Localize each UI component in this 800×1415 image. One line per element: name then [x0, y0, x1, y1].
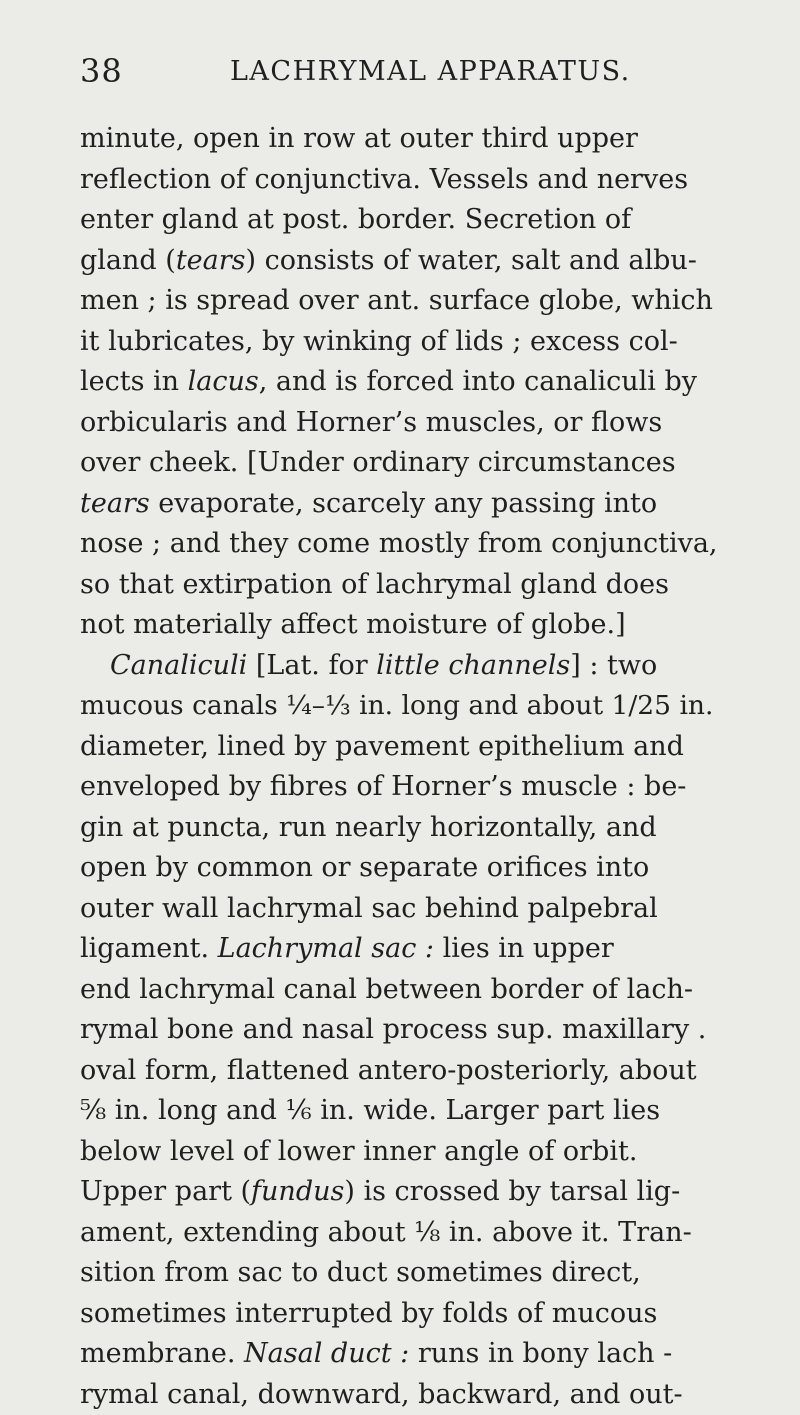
text-line: diameter, lined by pavement epithelium and — [80, 727, 720, 768]
text-line: Canaliculi [Lat. for little channels] : two — [80, 646, 720, 687]
text-line: outer wall lachrymal sac behind palpebral — [80, 889, 720, 930]
text-line: ⅝ in. long and ⅙ in. wide. Larger part lies — [80, 1091, 720, 1132]
text-line: gin at puncta, run nearly horizontally, and — [80, 808, 720, 849]
text-line: not materially affect moisture of globe.] — [80, 605, 720, 646]
text-line: enveloped by fibres of Horner’s muscle : be- — [80, 767, 720, 808]
text-line: men ; is spread over ant. surface globe, which — [80, 281, 720, 322]
text-line: tears evaporate, scarcely any passing into — [80, 484, 720, 525]
text-line: below level of lower inner angle of orbit. — [80, 1132, 720, 1173]
text-line: it lubricates, by winking of lids ; excess col- — [80, 322, 720, 363]
running-title: LACHRYMAL APPARATUS. — [230, 56, 631, 87]
text-line: lects in lacus, and is forced into canaliculi by — [80, 362, 720, 403]
text-line: open by common or separate orifices into — [80, 848, 720, 889]
text-line: gland (tears) consists of water, salt and albu- — [80, 241, 720, 282]
text-line: over cheek. [Under ordinary circumstances — [80, 443, 720, 484]
text-line: membrane. Nasal duct : runs in bony lach - — [80, 1334, 720, 1375]
text-line: ament, extending about ⅛ in. above it. Tran- — [80, 1213, 720, 1254]
text-line: orbicularis and Horner’s muscles, or flows — [80, 403, 720, 444]
text-line: rymal bone and nasal process sup. maxillary . — [80, 1010, 720, 1051]
body-text — [80, 119, 720, 1415]
text-line: end lachrymal canal between border of lach- — [80, 970, 720, 1011]
text-line: minute, open in row at outer third upper — [80, 119, 720, 160]
text-line: oval form, flattened antero-posteriorly, about — [80, 1051, 720, 1092]
text-line: mucous canals ¼–⅓ in. long and about 1/25 in. — [80, 686, 720, 727]
text-line: nose ; and they come mostly from conjunctiva, — [80, 524, 720, 565]
text-line: ligament. Lachrymal sac : lies in upper — [80, 929, 720, 970]
text-line: rymal canal, downward, backward, and out- — [80, 1375, 720, 1415]
text-line: so that extirpation of lachrymal gland does — [80, 565, 720, 606]
text-line: sometimes interrupted by folds of mucous — [80, 1294, 720, 1335]
text-line: Upper part (fundus) is crossed by tarsal lig- — [80, 1172, 720, 1213]
text-line: sition from sac to duct sometimes direct, — [80, 1253, 720, 1294]
text-line: reflection of conjunctiva. Vessels and nerves — [80, 160, 720, 201]
page-number: 38 — [80, 52, 123, 90]
page-header — [80, 52, 720, 92]
text-line: enter gland at post. border. Secretion of — [80, 200, 720, 241]
